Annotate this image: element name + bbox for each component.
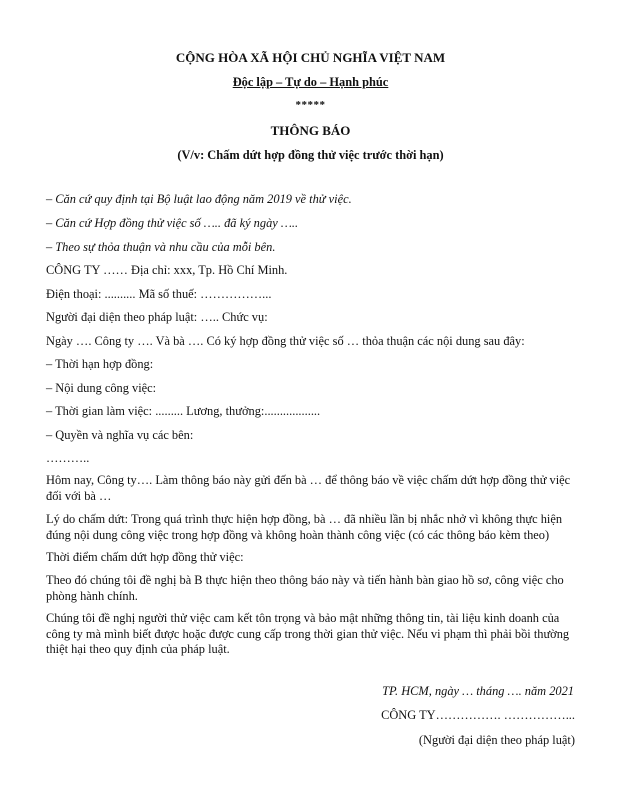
company-info: CÔNG TY …… Địa chỉ: xxx, Tp. Hồ Chí Minh. [46,263,288,277]
ellipsis-line: ……….. [46,451,90,465]
termination-reason: Lý do chấm dứt: Trong quá trình thực hiện hợp đồng, bà … đã nhiều lần bị nhắc nhở vì không thực hiện đúng nội dung công việc trong hợp đồng và không hoàn thành công việc (có các thông báo kèm theo) [46,512,563,542]
notice-paragraph: Hôm nay, Công ty…. Làm thông báo này gửi đến bà … để thông báo về việc chấm dứt hợp đồng thử việc đối với bà … [46,473,571,503]
basis-labor-code: – Căn cứ quy định tại Bộ luật lao động năm 2019 về thử việc. [46,192,352,206]
termination-time: Thời điểm chấm dứt hợp đồng thử việc: [46,550,244,564]
document-subtitle: (V/v: Chấm dứt hợp đồng thử việc trước thời hạn) [177,148,444,162]
signature-representative: (Người đại diện theo pháp luật) [418,733,575,747]
signature-date: TP. HCM, ngày … tháng …. năm 2021 [382,684,574,698]
rights-obligations: – Quyền và nghĩa vụ các bên: [46,428,194,442]
basis-agreement: – Theo sự thỏa thuận và nhu cầu của mỗi bên. [46,240,276,254]
phone-tax-info: Điện thoại: .......... Mã số thuế: ……………... [46,287,272,301]
confidentiality-paragraph: Chúng tôi đề nghị người thử việc cam kết tôn trọng và bảo mật những thông tin, tài liệu kinh doanh của công ty mà mình biết được hoặc được cung cấp trong thời gian thử việc. Nếu vi phạm thì phải bồi thường thiệt hại theo quy định của pháp luật. [46,611,570,656]
job-content: – Nội dung công việc: [46,381,157,395]
country-heading: CỘNG HÒA XÃ HỘI CHỦ NGHĨA VIỆT NAM [175,50,446,65]
legal-representative: Người đại diện theo pháp luật: ….. Chức vụ: [46,310,268,324]
basis-probation-contract: – Căn cứ Hợp đồng thử việc số ….. đã ký ngày ….. [46,216,299,230]
contract-term: – Thời hạn hợp đồng: [46,357,154,371]
motto-heading [0,75,621,90]
signature-company: CÔNG TY……………. ……………... [381,708,575,722]
handover-paragraph: Theo đó chúng tôi đề nghị bà B thực hiện theo thông báo này và tiến hành bàn giao hồ sơ, công việc cho phòng hành chính. [46,573,564,603]
document-title: THÔNG BÁO [270,123,351,138]
agreement-statement: Ngày …. Công ty …. Và bà …. Có ký hợp đồng thử việc số … thỏa thuận các nội dung sau đây: [46,334,525,348]
motto-text: Độc lập – Tự do – Hạnh phúc [232,75,389,89]
separator-stars: ***** [295,99,326,111]
working-time-salary: – Thời gian làm việc: ......... Lương, thưởng:.................. [46,404,321,418]
